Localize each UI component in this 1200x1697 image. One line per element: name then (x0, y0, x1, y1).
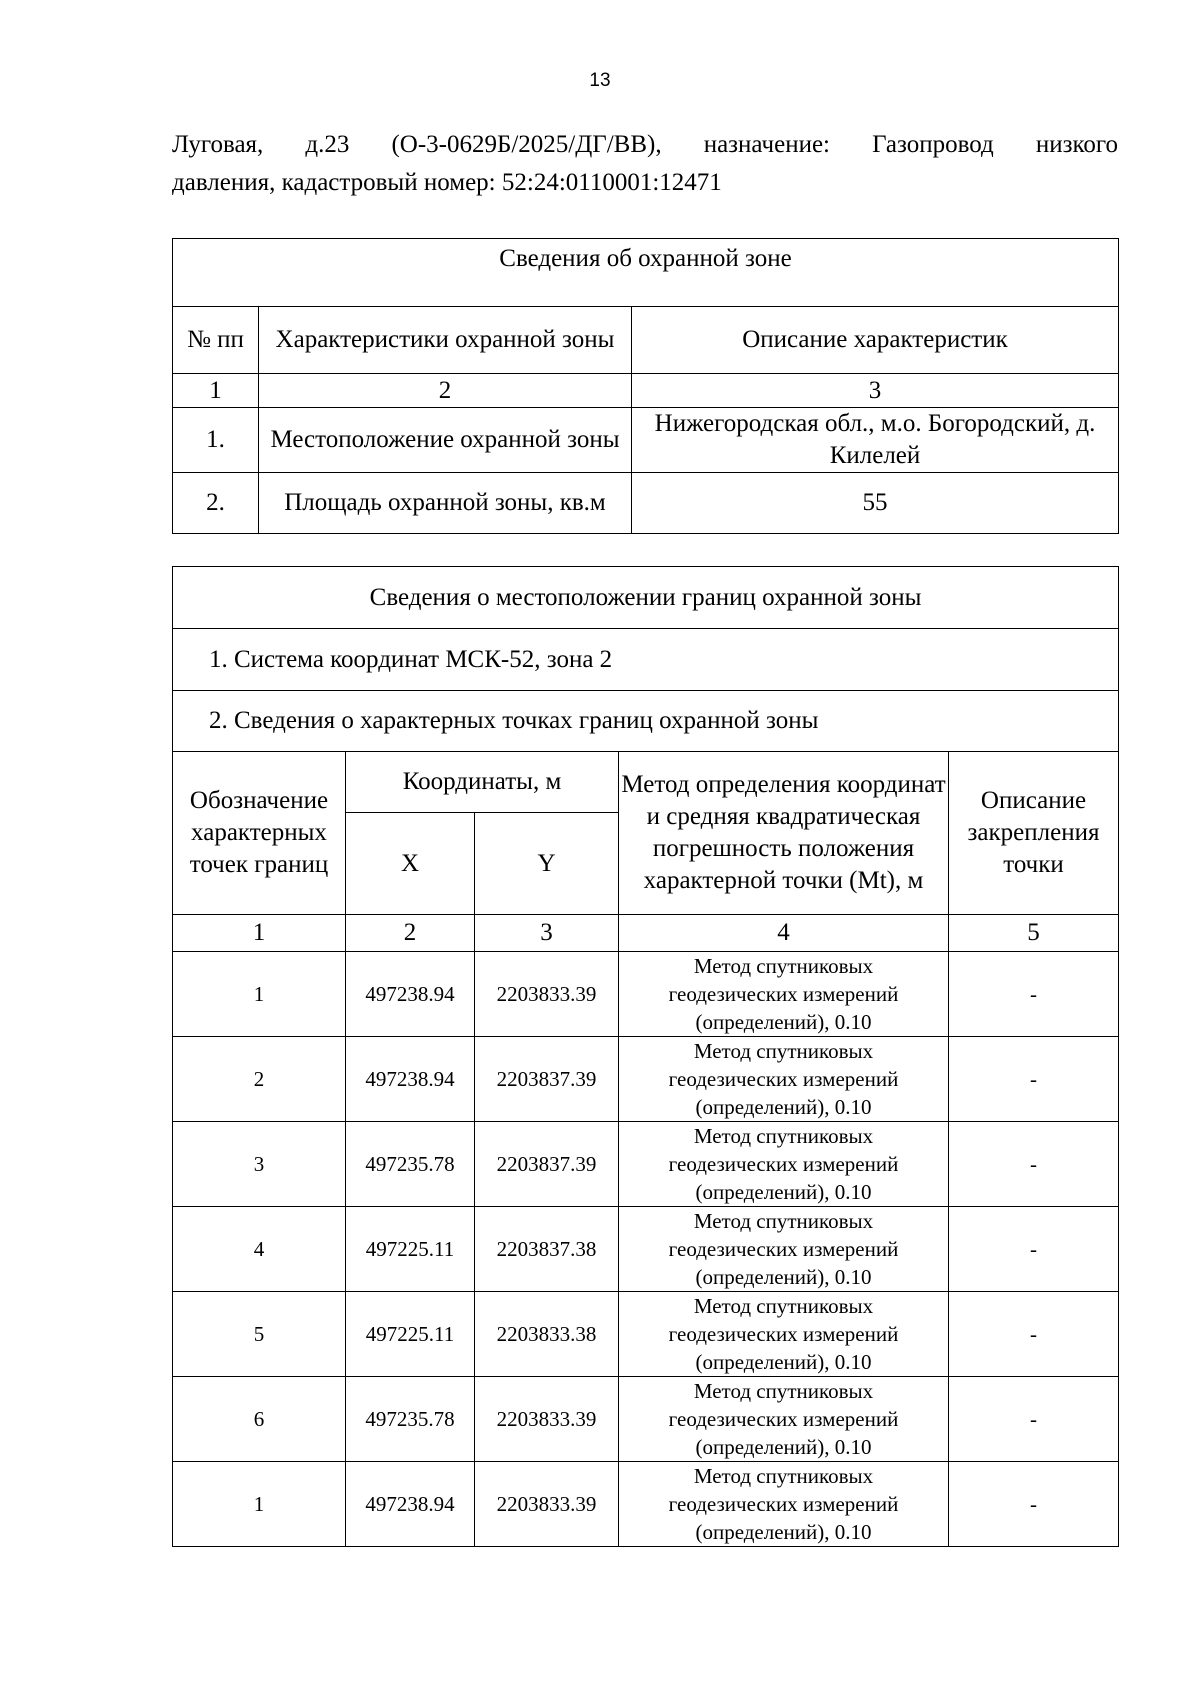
method-description (619, 1462, 949, 1547)
fixing-description: - (949, 1037, 1119, 1122)
header-y: Y (475, 813, 619, 915)
method-line: Метод спутниковых (693, 1124, 874, 1148)
point-label: 5 (173, 1292, 346, 1377)
row-number: 1. (173, 408, 259, 473)
column-number-3: 3 (475, 915, 619, 952)
table-row (173, 1292, 1119, 1377)
method-line: (определений), 0.10 (695, 1350, 872, 1374)
y-coordinate: 2203837.39 (475, 1122, 619, 1207)
coordinate-system: 1. Система координат МСК-52, зона 2 (173, 629, 1119, 691)
method-line: Метод спутниковых (693, 1039, 874, 1063)
x-coordinate: 497225.11 (346, 1292, 475, 1377)
x-coordinate: 497235.78 (346, 1122, 475, 1207)
characteristic-name: Местоположение охранной зоны (259, 408, 632, 473)
fixing-description: - (949, 952, 1119, 1037)
method-description (619, 1377, 949, 1462)
point-label: 6 (173, 1377, 346, 1462)
point-label: 4 (173, 1207, 346, 1292)
table-row (173, 1207, 1119, 1292)
table-row (173, 473, 1119, 534)
column-number-1: 1 (173, 374, 259, 408)
x-coordinate: 497238.94 (346, 1462, 475, 1547)
method-description (619, 1122, 949, 1207)
y-coordinate: 2203837.38 (475, 1207, 619, 1292)
x-coordinate: 497238.94 (346, 1037, 475, 1122)
method-line: (определений), 0.10 (695, 1520, 872, 1544)
method-line: (определений), 0.10 (695, 1265, 872, 1289)
intro-line-2: давления, кадастровый номер: 52:24:0110001:12471 (172, 169, 722, 196)
method-line: (определений), 0.10 (695, 1095, 872, 1119)
row-number: 2. (173, 473, 259, 534)
y-coordinate: 2203837.39 (475, 1037, 619, 1122)
zone-info-title: Сведения об охранной зоне (173, 239, 1119, 307)
column-number-2: 2 (346, 915, 475, 952)
method-line: Метод спутниковых (693, 1209, 874, 1233)
point-label: 1 (173, 952, 346, 1037)
header-fixing: Описание закрепления точки (949, 752, 1119, 915)
zone-info-table (172, 238, 1119, 534)
method-line: геодезических измерений (668, 982, 899, 1006)
point-label: 3 (173, 1122, 346, 1207)
fixing-description: - (949, 1377, 1119, 1462)
column-number-2: 2 (259, 374, 632, 408)
method-line: Метод спутниковых (693, 1294, 874, 1318)
column-number-3: 3 (632, 374, 1119, 408)
method-description (619, 952, 949, 1037)
table-row (173, 952, 1119, 1037)
method-line: геодезических измерений (668, 1407, 899, 1431)
fixing-description: - (949, 1292, 1119, 1377)
method-line: геодезических измерений (668, 1237, 899, 1261)
table-row (173, 1122, 1119, 1207)
table-row (173, 1462, 1119, 1547)
fixing-description: - (949, 1122, 1119, 1207)
table-row (173, 408, 1119, 473)
point-label: 2 (173, 1037, 346, 1122)
method-line: Метод спутниковых (693, 1379, 874, 1403)
method-line: геодезических измерений (668, 1152, 899, 1176)
y-coordinate: 2203833.38 (475, 1292, 619, 1377)
method-line: геодезических измерений (668, 1067, 899, 1091)
method-line: Метод спутниковых (693, 1464, 874, 1488)
characteristic-value: Нижегородская обл., м.о. Богородский, д. Килелей (632, 408, 1119, 473)
x-coordinate: 497238.94 (346, 952, 475, 1037)
method-line: (определений), 0.10 (695, 1435, 872, 1459)
points-body (173, 952, 1119, 1547)
intro-line-1: Луговая, д.23 (О-3-0629Б/2025/ДГ/ВВ), назначение: Газопровод низкого (172, 131, 1118, 158)
header-number: № пп (173, 307, 259, 374)
characteristic-value: 55 (632, 473, 1119, 534)
characteristic-name: Площадь охранной зоны, кв.м (259, 473, 632, 534)
table-row (173, 1037, 1119, 1122)
intro-paragraph (172, 126, 1118, 202)
y-coordinate: 2203833.39 (475, 1377, 619, 1462)
x-coordinate: 497235.78 (346, 1377, 475, 1462)
fixing-description: - (949, 1462, 1119, 1547)
method-description (619, 1037, 949, 1122)
method-description (619, 1207, 949, 1292)
point-label: 1 (173, 1462, 346, 1547)
fixing-description: - (949, 1207, 1119, 1292)
method-line: (определений), 0.10 (695, 1180, 872, 1204)
method-line: (определений), 0.10 (695, 1010, 872, 1034)
column-number-5: 5 (949, 915, 1119, 952)
header-description: Описание характеристик (632, 307, 1119, 374)
method-line: Метод спутниковых (693, 954, 874, 978)
method-line: геодезических измерений (668, 1492, 899, 1516)
page-number: 13 (589, 70, 611, 91)
header-method: Метод определения координат и средняя квадратическая погрешность положения характерной точки (Mt), м (619, 752, 949, 915)
method-description (619, 1292, 949, 1377)
x-coordinate: 497225.11 (346, 1207, 475, 1292)
header-coordinates: Координаты, м (346, 752, 619, 813)
y-coordinate: 2203833.39 (475, 1462, 619, 1547)
column-number-1: 1 (173, 915, 346, 952)
y-coordinate: 2203833.39 (475, 952, 619, 1037)
header-characteristics: Характеристики охранной зоны (259, 307, 632, 374)
table-row (173, 1377, 1119, 1462)
header-x: X (346, 813, 475, 915)
points-section-title: 2. Сведения о характерных точках границ охранной зоны (173, 691, 1119, 752)
method-line: геодезических измерений (668, 1322, 899, 1346)
boundaries-title: Сведения о местоположении границ охранной зоны (173, 567, 1119, 629)
header-point: Обозначение характерных точек границ (173, 752, 346, 915)
column-number-4: 4 (619, 915, 949, 952)
boundaries-table (172, 566, 1119, 1547)
